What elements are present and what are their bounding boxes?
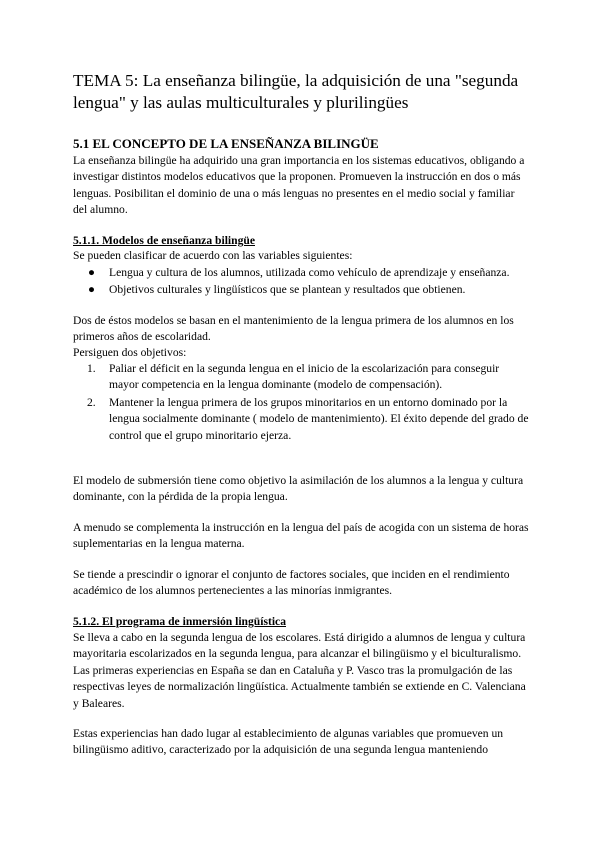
document-title: TEMA 5: La enseñanza bilingüe, la adquisición de una "segunda lengua" y las aulas multiculturales y plurilingües [73, 71, 519, 112]
list-number: 2. [87, 395, 96, 409]
additive-bilingualism-paragraph: Estas experiencias han dado lugar al establecimiento de algunas variables que promueven un bilingüismo aditivo, caracterizado por la adquisición de una segunda lengua manteniendo [73, 727, 504, 757]
list-item-text: Objetivos culturales y lingüísticos que se plantean y resultados que obtienen. [109, 283, 466, 297]
list-number: 1. [87, 362, 96, 375]
subsection-heading-5-1-2: 5.1.2. El programa de inmersión lingüística [73, 615, 286, 628]
list-item-text: Mantener la lengua primera de los grupos minoritarios en un entorno dominado por la lengua socialmente dominante ( modelo de mantenimiento). El éxito depende del grado de control que el grupo minoritario ejerza. [109, 395, 529, 442]
section-heading-5-1: 5.1 EL CONCEPTO DE LA ENSEÑANZA BILINGÜE [73, 136, 379, 151]
list-item [73, 282, 533, 298]
models-paragraph: Dos de éstos modelos se basan en el mantenimiento de la lengua primera de los alumnos en los primeros años de escolaridad. [73, 314, 514, 344]
section-5-1-paragraph: La enseñanza bilingüe ha adquirido una gran importancia en los sistemas educativos, obligando a investigar distintos modelos educativos que la proponen. Promueven la instrucción en dos o más lenguas. Posibilitan el dominio de una o más lenguas no presentes en el medio social y familiar del alumno. [73, 154, 525, 217]
immersion-paragraph: Se lleva a cabo en la segunda lengua de los escolares. Está dirigido a alumnos de lengua y cultura mayoritaria escolarizados en la segunda lengua, para alcanzar el bilingüismo y el biculturalismo. Las primeras experiencias en España se dan en Cataluña y P. Vasco tras la promulgación de las respectivas leyes de normalización lingüística. Actualmente también se extiende en C. Valenciana y Baleares. [73, 631, 526, 710]
list-item-text: Paliar el déficit en la segunda lengua en el inicio de la escolarización para conseguir mayor competencia en la lengua dominante (modelo de compensación). [109, 362, 500, 392]
complement-paragraph: A menudo se complementa la instrucción en la lengua del país de acogida con un sistema de horas suplementarias en la lengua materna. [73, 521, 529, 551]
list-item [73, 265, 533, 281]
bullet-icon: ● [88, 266, 96, 279]
classification-intro: Se pueden clasificar de acuerdo con las variables siguientes: [73, 249, 353, 262]
submersion-paragraph: El modelo de submersión tiene como objetivo la asimilación de los alumnos a la lengua y cultura dominante, con la pérdida de la propia lengua. [73, 474, 524, 504]
bullet-icon: ● [88, 283, 96, 297]
variables-list [73, 265, 533, 299]
subsection-heading-5-1-1: 5.1.1. Modelos de enseñanza bilingüe [73, 234, 255, 247]
list-item [73, 395, 529, 444]
social-factors-paragraph: Se tiende a prescindir o ignorar el conjunto de factores sociales, que inciden en el rendimiento académico de los alumnos pertenecientes a las minorías inmigrantes. [73, 568, 510, 598]
objectives-list [73, 361, 529, 444]
list-item-text: Lengua y cultura de los alumnos, utilizada como vehículo de aprendizaje y enseñanza. [109, 266, 510, 279]
objectives-intro: Persiguen dos objetivos: [73, 346, 187, 359]
list-item [73, 361, 529, 394]
